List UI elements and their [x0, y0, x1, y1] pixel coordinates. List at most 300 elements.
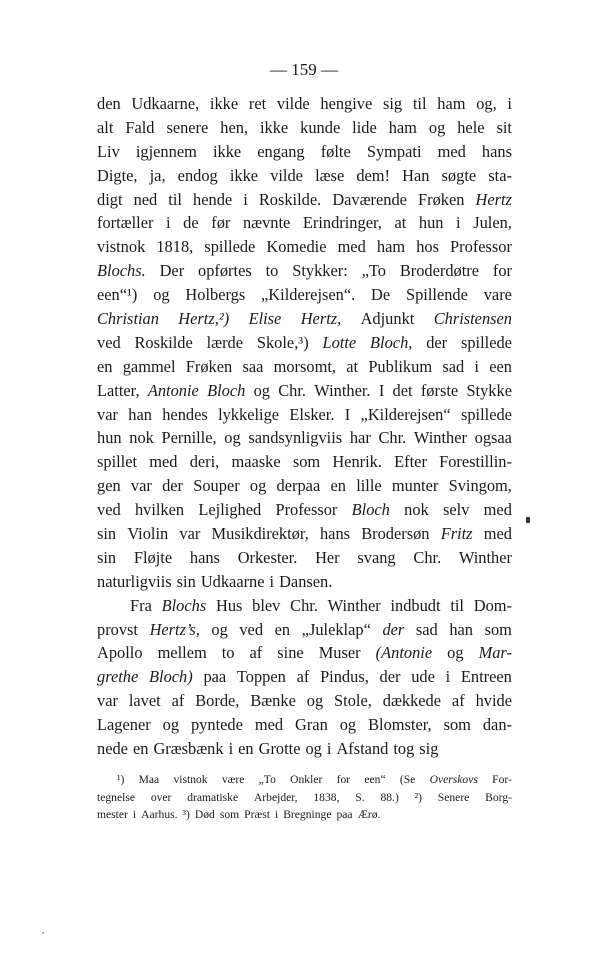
- body-line: [97, 116, 512, 140]
- body-line: [97, 546, 512, 570]
- word: for: [492, 261, 512, 281]
- word: og: [211, 619, 228, 639]
- word: Muser: [318, 643, 361, 663]
- word: 1818,: [156, 237, 194, 257]
- word: Bregninge: [283, 808, 332, 821]
- word: morsomt,: [273, 356, 336, 376]
- word: i: [326, 739, 332, 759]
- word: ret: [248, 94, 267, 113]
- word: 88.): [380, 790, 399, 804]
- word: og: [305, 739, 322, 759]
- word: i: [228, 739, 234, 759]
- word: i: [269, 571, 275, 591]
- word: Borde,: [195, 691, 240, 711]
- word: Mar-: [478, 643, 512, 663]
- word: sin: [97, 547, 117, 567]
- word: Violin: [127, 524, 169, 544]
- word: maaske: [231, 452, 281, 472]
- body-line: [97, 140, 512, 164]
- word: Blochs.: [97, 261, 146, 281]
- word: Entreen: [460, 667, 512, 687]
- word: og: [162, 715, 180, 735]
- word: ikke: [212, 141, 242, 161]
- word: ham: [376, 237, 406, 257]
- word: i: [132, 808, 137, 821]
- word: Der: [159, 261, 185, 281]
- word: Svingom,: [448, 476, 512, 496]
- word: fortæller: [97, 213, 154, 233]
- word: Orkester.: [237, 547, 298, 567]
- word: 1838,: [313, 790, 340, 804]
- word: Blomster,: [368, 715, 432, 735]
- word: Chr.: [290, 595, 318, 615]
- word: dramatiske: [187, 790, 239, 804]
- word: Stykke: [466, 380, 512, 400]
- word: Bloch: [207, 380, 246, 400]
- word: hvilken: [134, 500, 185, 520]
- word: Fløjte: [133, 547, 173, 567]
- footnotes-line: [97, 771, 512, 789]
- word: som: [292, 452, 321, 472]
- word: Bloch,: [370, 332, 413, 352]
- word: „Kilderejsen“: [360, 404, 451, 424]
- word: Lotte: [322, 332, 357, 352]
- word: af: [451, 691, 465, 711]
- word: saa: [242, 356, 264, 376]
- word: gen: [97, 476, 121, 496]
- word: Dansen.: [279, 571, 333, 591]
- word: sit: [496, 117, 512, 137]
- word: Hertz’s,: [149, 619, 200, 639]
- body-line: [97, 474, 512, 498]
- word: Fra: [130, 595, 152, 615]
- word: sandsynligviis: [248, 428, 343, 448]
- body-line: [97, 713, 512, 737]
- word: sin: [176, 571, 196, 591]
- word: spillede: [204, 237, 256, 257]
- word: Liv: [97, 141, 120, 161]
- word: Stykker:: [292, 261, 348, 281]
- word: Souper: [193, 476, 240, 496]
- word: i: [456, 213, 461, 233]
- word: hun: [97, 428, 122, 448]
- word: ikke: [259, 117, 289, 137]
- word: provst: [97, 619, 138, 639]
- word: lille: [356, 476, 382, 496]
- margin-mark: [526, 517, 530, 523]
- word: Adjunkt: [360, 309, 415, 329]
- body-line: [97, 498, 512, 522]
- word: ved: [97, 332, 121, 352]
- word: var: [179, 524, 201, 544]
- word: der: [379, 667, 401, 687]
- word: Julen,: [473, 213, 512, 233]
- word: at: [346, 356, 359, 376]
- word: Bænke: [250, 691, 296, 711]
- word: dækkede: [382, 691, 442, 711]
- word: i: [474, 356, 479, 376]
- word: han: [128, 404, 152, 424]
- word: spillede: [460, 404, 512, 424]
- word: en: [238, 739, 254, 759]
- word: den: [97, 94, 121, 113]
- word: Fald: [125, 117, 155, 137]
- word: Chr.: [378, 428, 407, 448]
- word: Digte,: [97, 165, 138, 185]
- word: een: [489, 356, 512, 376]
- word: sad: [415, 619, 438, 639]
- body-line: [97, 641, 512, 665]
- word: lykkelige: [218, 404, 280, 424]
- word: Grotte: [258, 739, 301, 759]
- word: hele: [457, 117, 485, 137]
- word: sin: [97, 524, 117, 544]
- body-line: [97, 450, 512, 474]
- word: Frøken: [418, 189, 465, 209]
- word: Chr.: [413, 547, 442, 567]
- body-line: [97, 426, 512, 450]
- word: Musikdirektør,: [211, 524, 309, 544]
- word: naturligviis: [97, 571, 172, 591]
- word: paa: [336, 808, 353, 821]
- word: hos: [416, 237, 439, 257]
- word: i: [274, 808, 279, 821]
- word: mester: [97, 808, 128, 821]
- word: tegnelse: [97, 790, 135, 804]
- word: Maa: [138, 773, 160, 786]
- word: som: [443, 715, 471, 735]
- word: og: [447, 643, 464, 663]
- word: ude: [411, 667, 435, 687]
- word: Roskilde: [134, 332, 193, 352]
- word: Broderdøtre: [399, 261, 480, 281]
- word: Aarhus.: [141, 808, 178, 821]
- word: Christian: [97, 309, 159, 329]
- word: hende: [193, 189, 233, 209]
- word: Roskilde.: [258, 189, 322, 209]
- word: pyntede: [190, 715, 243, 735]
- word: selv: [443, 500, 470, 520]
- word: være: [221, 773, 245, 786]
- word: „To: [258, 773, 276, 786]
- word: de: [183, 213, 199, 233]
- word: Stole,: [334, 691, 372, 711]
- word: (Se: [399, 773, 416, 786]
- word: nævnte: [242, 213, 291, 233]
- word: I: [344, 404, 351, 424]
- body-line: [97, 689, 512, 713]
- word: Winther.: [314, 380, 371, 400]
- word: vistnok: [97, 237, 146, 257]
- word: vilde: [276, 94, 310, 113]
- word: Ærø.: [357, 808, 381, 821]
- word: i: [445, 667, 451, 687]
- word: sig: [383, 94, 403, 113]
- word: Forestillin-: [439, 452, 512, 472]
- word: tog: [393, 739, 415, 759]
- word: Arbejder,: [253, 790, 298, 804]
- word: af: [171, 691, 185, 711]
- word: S.: [355, 790, 365, 804]
- word: vilde: [270, 165, 303, 185]
- word: dan-: [482, 715, 512, 735]
- footnotes: [97, 771, 512, 824]
- body-line: [97, 379, 512, 403]
- word: Hus: [215, 595, 243, 615]
- word: Professor: [275, 500, 338, 520]
- word: svang: [357, 547, 396, 567]
- word: Lejlighed: [198, 500, 262, 520]
- word: ja,: [149, 165, 166, 185]
- word: vistnok: [173, 773, 208, 786]
- word: Sympati: [366, 141, 422, 161]
- body-line: [97, 355, 512, 379]
- word: Skole,³): [256, 332, 309, 352]
- body-line: [97, 665, 512, 689]
- word: ²): [414, 790, 422, 804]
- word: deri,: [189, 452, 220, 472]
- word: Præst: [244, 808, 270, 821]
- word: og,: [476, 94, 497, 113]
- word: som: [219, 808, 240, 821]
- word: to: [265, 261, 279, 281]
- word: Han: [402, 165, 430, 185]
- word: og: [339, 715, 357, 735]
- word: Erindringer,: [302, 213, 382, 233]
- word: ikke: [209, 94, 239, 113]
- word: een“: [364, 773, 386, 786]
- word: Latter,: [97, 380, 140, 400]
- word: lide: [352, 117, 377, 137]
- word: sad: [442, 356, 465, 376]
- word: Lagener: [97, 715, 151, 735]
- word: Her: [315, 547, 340, 567]
- word: Winther: [458, 547, 512, 567]
- word: en: [97, 356, 113, 376]
- word: sta-: [488, 165, 512, 185]
- word: med: [254, 715, 284, 735]
- word: sine: [277, 643, 304, 663]
- word: og: [153, 285, 170, 305]
- body-line: [97, 570, 512, 594]
- word: Winther: [413, 428, 467, 448]
- word: De: [371, 285, 391, 305]
- word: spillet: [97, 452, 138, 472]
- word: Græsbænk: [153, 739, 224, 759]
- word: hvide: [475, 691, 512, 711]
- word: Komedie: [266, 237, 327, 257]
- word: gammel: [122, 356, 176, 376]
- word: før: [211, 213, 231, 233]
- word: paa: [203, 667, 227, 687]
- word: lærde: [206, 332, 244, 352]
- word: i: [166, 213, 171, 233]
- word: igjennem: [135, 141, 197, 161]
- word: i: [243, 189, 248, 209]
- word: for: [336, 773, 351, 786]
- word: Hertz,²): [178, 309, 230, 329]
- word: hun: [418, 213, 444, 233]
- word: ogsaa: [474, 428, 512, 448]
- word: Død: [194, 808, 215, 821]
- body-line: [97, 283, 512, 307]
- word: læse: [315, 165, 345, 185]
- word: „Juleklap“: [301, 619, 371, 639]
- word: Elsker.: [289, 404, 335, 424]
- word: til: [450, 595, 464, 615]
- word: blev: [252, 595, 281, 615]
- word: nok: [404, 500, 429, 520]
- body-line: [97, 594, 512, 618]
- word: af: [296, 667, 310, 687]
- word: han: [449, 619, 473, 639]
- body-line: [97, 307, 512, 331]
- word: med: [149, 452, 178, 472]
- word: som: [484, 619, 512, 639]
- word: sig: [419, 739, 439, 759]
- word: hengive: [320, 94, 373, 113]
- body-text: [97, 92, 512, 761]
- word: til: [412, 94, 427, 113]
- word: I: [378, 380, 385, 400]
- word: Gran: [295, 715, 328, 735]
- word: senere: [166, 117, 209, 137]
- word: Efter: [394, 452, 427, 472]
- word: Udkaarne: [200, 571, 265, 591]
- body-line: [97, 164, 512, 188]
- word: Bloch): [149, 667, 193, 687]
- word: nede: [97, 739, 128, 759]
- word: med: [437, 141, 466, 161]
- word: Chr.: [278, 380, 307, 400]
- word: Overskovs: [429, 773, 478, 786]
- word: opførtes: [198, 261, 252, 281]
- word: mellem: [157, 643, 207, 663]
- body-line: [97, 259, 512, 283]
- word: Toppen: [236, 667, 286, 687]
- word: der: [382, 619, 405, 639]
- word: Hertz,: [300, 309, 342, 329]
- word: „To: [361, 261, 386, 281]
- word: af: [249, 643, 263, 663]
- word: og: [253, 380, 270, 400]
- word: og: [306, 691, 324, 711]
- word: at: [394, 213, 407, 233]
- word: det: [392, 380, 413, 400]
- word: Elise: [248, 309, 282, 329]
- word: var: [130, 476, 152, 496]
- word: hans: [481, 141, 512, 161]
- word: Holbergs: [185, 285, 246, 305]
- body-line: [97, 211, 512, 235]
- word: „Kilderejsen“.: [261, 285, 356, 305]
- body-line: [97, 737, 512, 761]
- word: Fritz: [440, 524, 473, 544]
- word: Pernille,: [161, 428, 217, 448]
- word: med: [337, 237, 366, 257]
- word: Brodersøn: [361, 524, 430, 544]
- word: der: [162, 476, 184, 496]
- word: Onkler: [290, 773, 323, 786]
- word: munter: [391, 476, 439, 496]
- word: med: [483, 500, 512, 520]
- word: Henrik.: [332, 452, 382, 472]
- body-line: [97, 331, 512, 355]
- word: ikke: [229, 165, 259, 185]
- body-line: [97, 403, 512, 427]
- word: Afstand: [336, 739, 389, 759]
- word: Borg-: [485, 790, 512, 804]
- page-number: — 159 —: [270, 60, 338, 79]
- word: Blochs: [161, 595, 207, 615]
- word: en: [330, 476, 346, 496]
- word: ham: [388, 117, 417, 137]
- word: Antonie: [147, 380, 199, 400]
- word: Hertz: [475, 189, 512, 209]
- word: til: [168, 189, 182, 209]
- word: nok: [129, 428, 154, 448]
- word: Apollo: [97, 643, 143, 663]
- body-line: [97, 92, 512, 116]
- body-line: [97, 188, 512, 212]
- word: Spillende: [405, 285, 468, 305]
- word: Publikum: [368, 356, 433, 376]
- word: hans: [319, 524, 351, 544]
- word: een“¹): [97, 285, 138, 305]
- word: Frøken: [185, 356, 233, 376]
- word: lavet: [128, 691, 161, 711]
- word: ³): [182, 808, 190, 821]
- word: to: [221, 643, 235, 663]
- word: var: [97, 691, 118, 711]
- footnotes-line: [97, 806, 512, 824]
- word: var: [97, 404, 118, 424]
- word: For-: [492, 773, 512, 786]
- word: der: [426, 332, 448, 352]
- word: har: [349, 428, 371, 448]
- word: Pindus,: [320, 667, 369, 687]
- word: grethe: [97, 667, 139, 687]
- body-line: [97, 522, 512, 546]
- word: endog: [177, 165, 218, 185]
- word: i: [507, 94, 512, 113]
- word: (Antonie: [375, 643, 433, 663]
- word: Bloch: [351, 500, 390, 520]
- word: og: [428, 117, 446, 137]
- word: Christensen: [433, 309, 512, 329]
- word: hendes: [162, 404, 208, 424]
- word: med: [483, 524, 512, 544]
- word: alt: [97, 117, 114, 137]
- word: første: [420, 380, 459, 400]
- word: Professor: [450, 237, 512, 257]
- body-line: [97, 235, 512, 259]
- word: hen,: [220, 117, 249, 137]
- word: søgte: [441, 165, 477, 185]
- word: derpaa: [276, 476, 321, 496]
- word: ved: [97, 500, 121, 520]
- word: dem!: [356, 165, 391, 185]
- word: Udkaarne,: [131, 94, 200, 113]
- word: Winther: [327, 595, 381, 615]
- word: og: [224, 428, 241, 448]
- body-line: [97, 618, 512, 642]
- word: følte: [320, 141, 351, 161]
- word: en: [274, 619, 291, 639]
- word: vare: [483, 285, 512, 305]
- word: spillede: [460, 332, 512, 352]
- word: ned: [133, 189, 158, 209]
